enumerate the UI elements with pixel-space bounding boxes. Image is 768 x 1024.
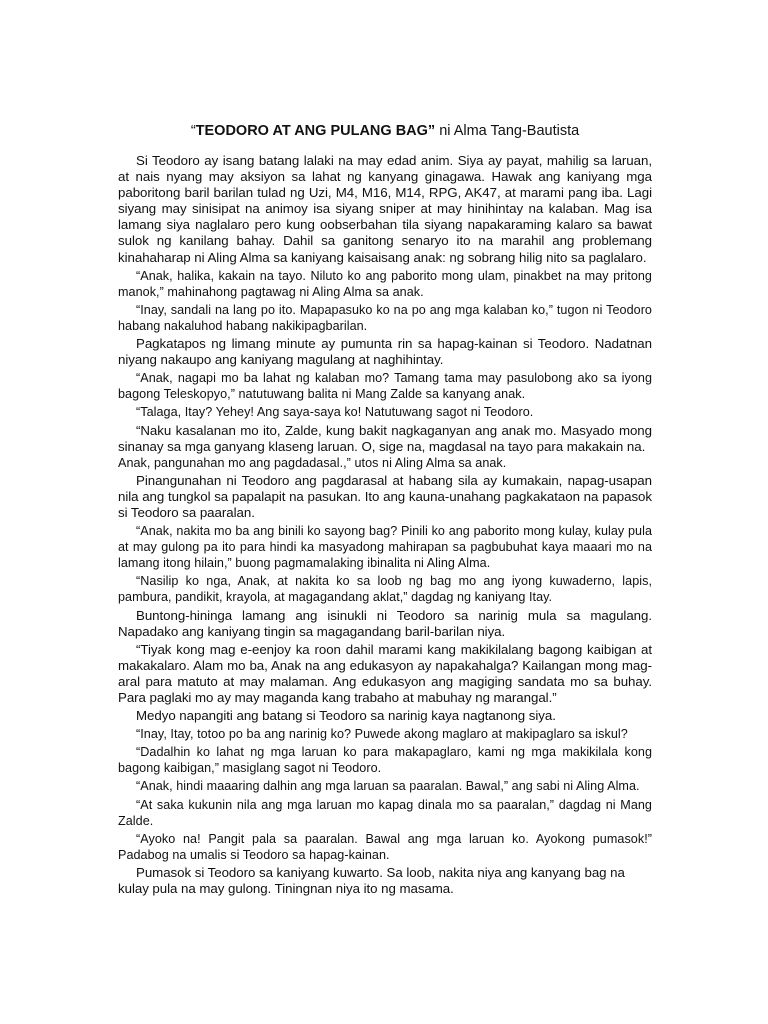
paragraph: Medyo napangiti ang batang si Teodoro sa narinig kaya nagtanong siya. — [136, 708, 556, 724]
title-main: TEODORO AT ANG PULANG BAG” — [195, 123, 436, 139]
paragraph: “Nasilip ko nga, Anak, at nakita ko sa loob ng bag mo ang iyong kuwaderno, lapis, pambura, pandikit, krayola, at magagandang aklat,” dagdag ng kaniyang Itay. — [118, 574, 652, 605]
paragraph: Pumasok si Teodoro sa kaniyang kuwarto. Sa loob, nakita niya ang kanyang bag na kulay pula na may gulong. Tiningnan niya ito ng masama. — [118, 864, 625, 897]
paragraph: Pinangunahan ni Teodoro ang pagdarasal at habang sila ay kumakain, napag-usapan nila ang tungkol sa papalapit na pasukan. Ito ang kauna-unahang pagkakataon na papasok si Teodoro sa paaralan. — [118, 472, 652, 520]
paragraph: “Talaga, Itay? Yehey! Ang saya-saya ko! Natutuwang sagot ni Teodoro. — [136, 405, 534, 420]
paragraph: Anak, pangunahan mo ang pagdadasal.,” utos ni Aling Alma sa anak. — [118, 455, 507, 470]
paragraph: “Anak, nakita mo ba ang binili ko sayong bag? Pinili ko ang paborito mong kulay, kulay pula at may gulong pa ito para hindi ka masyadong mahirapan sa pagbubuhat kaya maaari mo na lamang itong hilain,” buong pagmamalaking ibinalita ni Aling Alma. — [118, 524, 652, 571]
paragraph: “Ayoko na! Pangit pala sa paaralan. Bawal ang mga laruan ko. Ayokong pumasok!” Padabog na umalis si Teodoro sa hapag-kainan. — [118, 831, 652, 862]
paragraph: Pagkatapos ng limang minute ay pumunta rin sa hapag-kainan si Teodoro. Nadatnan niyang nakaupo ang kaniyang magulang at naghihintay. — [118, 336, 652, 368]
document-page — [118, 122, 652, 899]
paragraph: “Inay, sandali na lang po ito. Mapapasuko ko na po ang mga kalaban ko,” tugon ni Teodoro habang nakaluhod habang nakikipagbarilan. — [118, 302, 652, 333]
paragraph: “At saka kukunin nila ang mga laruan mo kapag dinala mo sa paaralan,” dagdag ni Mang Zalde. — [118, 797, 652, 828]
paragraph: Si Teodoro ay isang batang lalaki na may edad anim. Siya ay payat, mahilig sa laruan, at nais nyang may aksiyon sa lahat ng kanyang ginagawa. Hawak ang kaniyang mga paboritong baril barilan tulad ng Uzi, M4, M16, M14, RPG, AK47, at marami pang iba. Lagi siyang may sinisipat na animoy isa siyang sniper at may hinihintay na kalaban. Mag isa lamang siya naglalaro pero kung oobserbahan tila siyang napakaraming kalaro sa bawat sulok ng kanilang bahay. Dahil sa ganitong senaryo ito na marahil ang problemang kinahaharap ni Aling Alma sa kaniyang kaisaisang anak: ng sobrang hilig nito sa paglalaro. — [118, 153, 652, 265]
paragraph: “Anak, hindi maaaring dalhin ang mga laruan sa paaralan. Bawal,” ang sabi ni Aling Alma. — [136, 779, 640, 794]
title-byline: ni Alma Tang-Bautista — [435, 123, 580, 139]
paragraph: “Anak, nagapi mo ba lahat ng kalaban mo? Tamang tama may pasulobong ako sa iyong bagong Teleskopyo,” natutuwang balita ni Mang Zalde sa kanyang anak. — [118, 371, 652, 402]
paragraph: “Dadalhin ko lahat ng mga laruan ko para makapaglaro, kami ng mga makikilala kong bagong kaibigan,” masiglang sagot ni Teodoro. — [118, 745, 652, 776]
story-title — [118, 122, 652, 140]
paragraph: “Anak, halika, kakain na tayo. Niluto ko ang paborito mong ulam, pinakbet na may pritong manok,” mahinahong pagtawag ni Aling Alma sa anak. — [118, 268, 652, 299]
paragraph: “Inay, Itay, totoo po ba ang narinig ko? Puwede akong maglaro at makipaglaro sa iskul? — [136, 727, 628, 742]
paragraph: “Tiyak kong mag e-eenjoy ka roon dahil marami kang makikilalang bagong kaibigan at makakalaro. Alam mo ba, Anak na ang edukasyon ay napakahalga? Kailangan mong mag-aral para matuto at may malaman. Ang edukasyon ang magiging sandata mo sa buhay. Para paglaki mo ay may maganda kang trabaho at mabuhay ng marangal.” — [118, 641, 652, 705]
paragraph: “Naku kasalanan mo ito, Zalde, kung bakit nagkaganyan ang anak mo. Masyado mong sinanay sa mga ganyang klaseng laruan. O, sige na, magdasal na tayo para makakain na. — [118, 422, 652, 454]
paragraph: Buntong-hininga lamang ang isinukli ni Teodoro sa narinig mula sa magulang. Napadako ang kaniyang tingin sa magagandang baril-barilan niya. — [118, 607, 652, 639]
title-open-quote: “ — [190, 123, 196, 139]
